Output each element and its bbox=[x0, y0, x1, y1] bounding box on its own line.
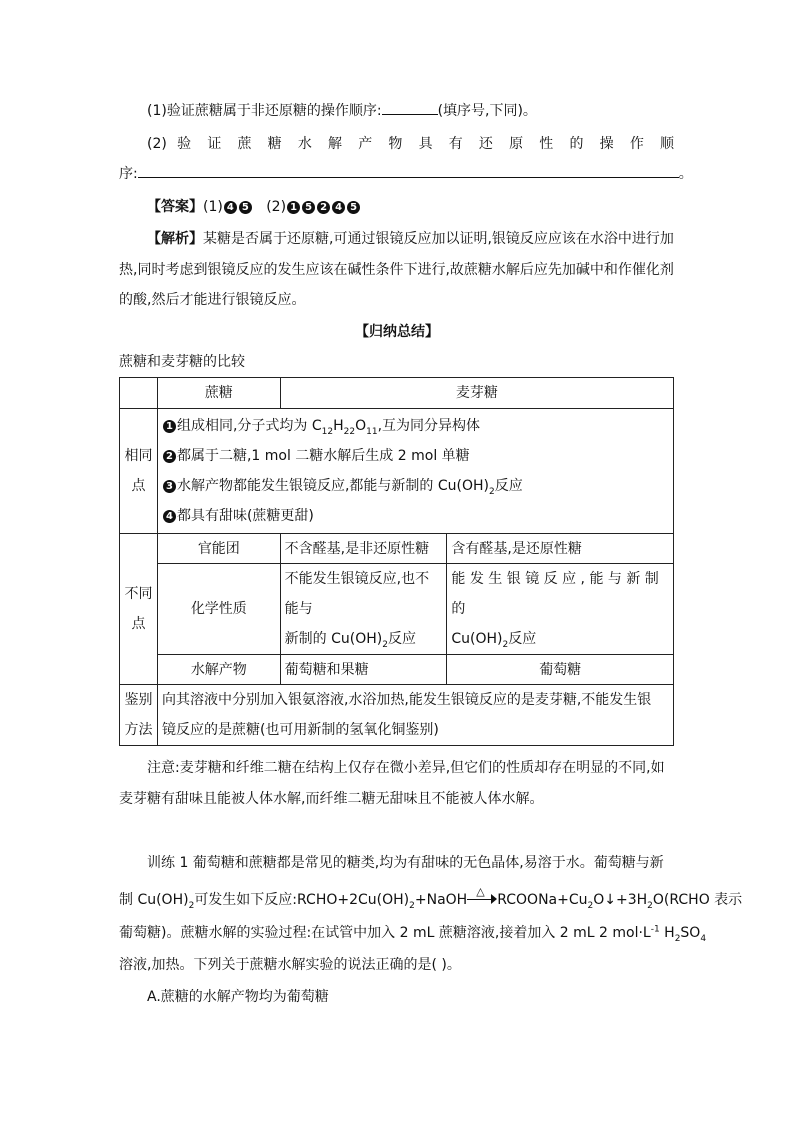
circled-number: 1 bbox=[287, 201, 300, 214]
analysis-label: 【解析】 bbox=[147, 231, 203, 247]
empty-cell bbox=[120, 378, 158, 409]
cp-maltose-line-1: 能 发 生 银 镜 反 应 , 能 与 新 制 的 bbox=[451, 571, 659, 617]
chemical-property-sucrose bbox=[280, 564, 447, 655]
identification-label bbox=[120, 685, 158, 746]
circled-number: 1 bbox=[163, 420, 176, 433]
hydrolysis-label: 水解产物 bbox=[157, 655, 280, 685]
note-line-1: 注意:麦芽糖和纤维二糖在结构上仅存在微小差异,但它们的性质却存在明显的不同,如 bbox=[147, 760, 665, 776]
identification-row bbox=[120, 685, 674, 746]
hydrolysis-maltose: 葡萄糖 bbox=[447, 655, 674, 685]
option-a[interactable]: A.蔗糖的水解产物均为葡萄糖 bbox=[147, 989, 329, 1005]
question-1-prefix: (1)验证蔗糖属于非还原糖的操作顺序: bbox=[147, 103, 382, 119]
summary-heading: 【归纳总结】 bbox=[355, 324, 439, 340]
analysis-text-2: 热,同时考虑到银镜反应的发生应该在碱性条件下进行,故蔗糖水解后应先加碱中和作催化剂 bbox=[119, 262, 674, 278]
analysis-line-3 bbox=[119, 289, 305, 311]
cp-sucrose-line-2: 新制的 $Cu(OH)_2$反应 bbox=[284, 631, 416, 650]
circled-number: 3 bbox=[163, 480, 176, 493]
differences-label bbox=[120, 534, 158, 685]
identification-line-1: 向其溶液中分别加入银氨溶液,水浴加热,能发生银镜反应的是麦芽糖,不能发生银 bbox=[161, 692, 652, 708]
question-2-line-1 bbox=[147, 133, 674, 155]
identification-line-2: 镜反应的是蔗糖(也可用新制的氢氧化铜鉴别) bbox=[161, 722, 439, 738]
table-header-row bbox=[120, 378, 674, 409]
circled-number: 4 bbox=[332, 201, 345, 214]
chemical-property-maltose bbox=[447, 564, 674, 655]
identification-method bbox=[157, 685, 673, 746]
circled-number: 2 bbox=[163, 450, 176, 463]
functional-group-maltose: 含有醛基,是还原性糖 bbox=[447, 534, 674, 564]
functional-group-label: 官能团 bbox=[157, 534, 280, 564]
question-1-suffix: (填序号,下同)。 bbox=[437, 103, 537, 119]
analysis-text-1: 某糖是否属于还原糖,可通过银镜反应加以证明,银镜反应应该在水浴中进行加 bbox=[203, 231, 674, 247]
analysis-text-3: 的酸,然后才能进行银镜反应。 bbox=[119, 292, 306, 308]
identification-label-1: 鉴别 bbox=[124, 692, 153, 708]
cp-sucrose-line-1: 不能发生银镜反应,也不能与 bbox=[284, 571, 430, 617]
table-caption: 蔗糖和麦芽糖的比较 bbox=[119, 354, 245, 370]
answer-part-2: (2) bbox=[266, 199, 287, 215]
training-line-4: 溶液,加热。下列关于蔗糖水解实验的说法正确的是( )。 bbox=[119, 957, 461, 973]
similarities-label-text: 相同点 bbox=[124, 448, 153, 494]
analysis-line-2 bbox=[119, 259, 674, 281]
circled-number: 4 bbox=[224, 201, 237, 214]
question-2-line-2 bbox=[119, 163, 693, 185]
similarities-row bbox=[120, 409, 674, 534]
header-maltose: 麦芽糖 bbox=[280, 378, 673, 409]
cp-maltose-line-2: $Cu(OH)_2$反应 bbox=[451, 631, 537, 650]
similarity-item-2: 2 都属于二糖,1 mol 二糖水解后生成 2 mol 单糖 bbox=[162, 441, 669, 471]
heating-arrow bbox=[467, 885, 497, 907]
question-1 bbox=[147, 100, 537, 122]
arrow-head-icon bbox=[491, 894, 497, 904]
identification-label-2: 方法 bbox=[124, 722, 153, 738]
similarity-item-4: 4 都具有甜味(蔗糖更甜) bbox=[162, 501, 669, 531]
circled-number: 2 bbox=[317, 201, 330, 214]
arrow-line-icon bbox=[467, 899, 493, 900]
answer-blank-1 bbox=[382, 100, 438, 115]
training-line-3: 葡萄糖)。蔗糖水解的实验过程:在试管中加入 2 mL 蔗糖溶液,接着加入 2 mL 2 $mol\cdot L^{-1}$ $H_2SO_4$ bbox=[119, 924, 707, 944]
circled-number: 5 bbox=[302, 201, 315, 214]
header-sucrose: 蔗糖 bbox=[157, 378, 280, 409]
chemical-property-label: 化学性质 bbox=[157, 564, 280, 655]
question-2-prefix: 序: bbox=[119, 166, 138, 182]
answer-label: 【答案】 bbox=[147, 199, 203, 215]
similarity-item-1: 1 组成相同,分子式均为 $C_{12}H_{22}O_{11}$,互为同分异构体 bbox=[162, 411, 669, 441]
similarities-cell bbox=[157, 409, 673, 534]
similarities-label bbox=[120, 409, 158, 534]
answer-line bbox=[147, 196, 361, 218]
functional-group-sucrose: 不含醛基,是非还原性糖 bbox=[280, 534, 447, 564]
differences-label-text: 不同点 bbox=[124, 586, 153, 632]
similarity-item-3: 3 水解产物都能发生银镜反应,都能与新制的 $Cu(OH)_2$反应 bbox=[162, 471, 669, 501]
training-line-2: 制 $Cu(OH)_2$可发生如下反应$:RCHO+2Cu(OH)_2+NaOH$ △ $RCOONa+Cu_2O↓+3H_2O(RCHO$ 表示 bbox=[119, 889, 742, 911]
answer-part-1: (1) bbox=[203, 199, 223, 215]
question-2-suffix: 。 bbox=[678, 166, 693, 182]
note-line-2: 麦芽糖有甜味且能被人体水解,而纤维二糖无甜味且不能被人体水解。 bbox=[119, 791, 544, 807]
heat-symbol: △ bbox=[476, 885, 485, 898]
circled-number: 5 bbox=[347, 201, 360, 214]
hydrolysis-row bbox=[120, 655, 674, 685]
chemical-property-row bbox=[120, 564, 674, 655]
training-line-1: 训练 1 葡萄糖和蔗糖都是常见的糖类,均为有甜味的无色晶体,易溶于水。葡萄糖与新 bbox=[147, 855, 664, 871]
circled-number: 5 bbox=[239, 201, 252, 214]
answer-blank-2 bbox=[138, 163, 679, 178]
question-2-text: (2) 验 证 蔗 糖 水 解 产 物 具 有 还 原 性 的 操 作 顺 bbox=[147, 136, 674, 152]
circled-number: 4 bbox=[163, 510, 176, 523]
hydrolysis-sucrose: 葡萄糖和果糖 bbox=[280, 655, 447, 685]
analysis-line-1 bbox=[147, 228, 674, 250]
comparison-table bbox=[119, 377, 674, 746]
functional-group-row bbox=[120, 534, 674, 564]
